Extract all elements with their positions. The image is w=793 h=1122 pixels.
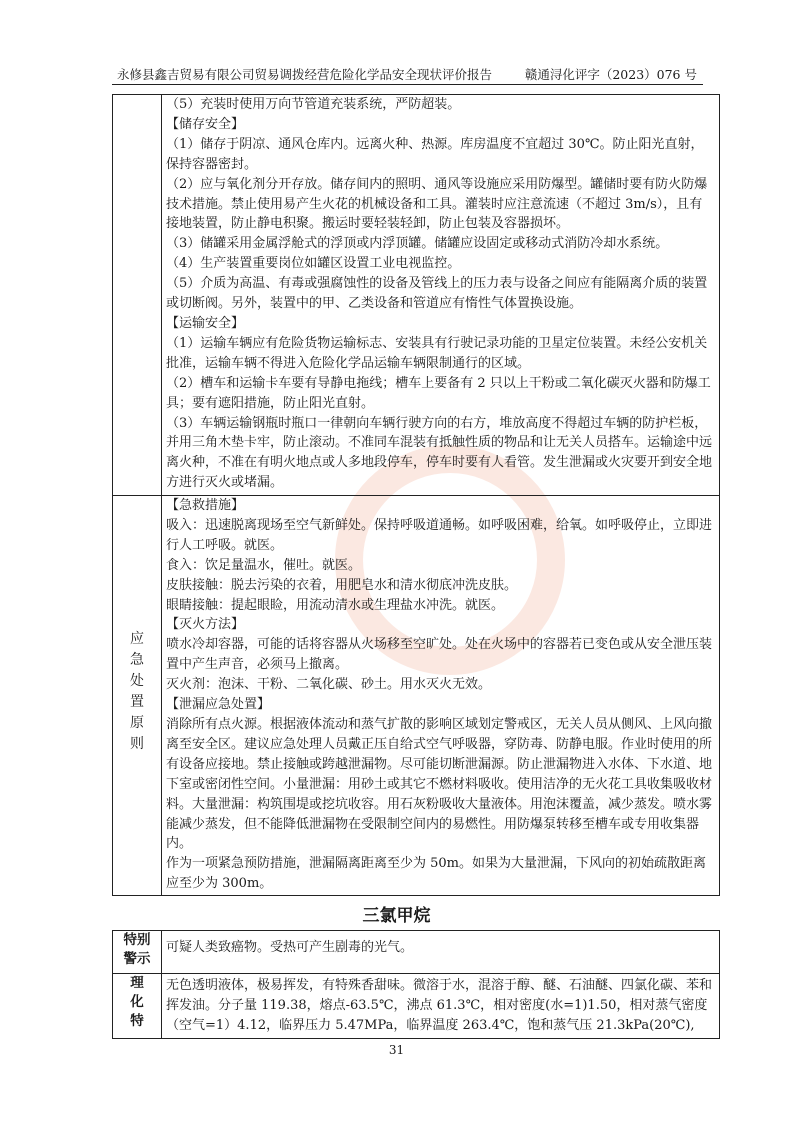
physicochemical-label: 理 化 特 (113, 974, 162, 1039)
emergency-content (162, 496, 720, 896)
subheading: 【急救措施】 (166, 498, 245, 513)
table-row (113, 95, 720, 496)
paragraph: 作为一项紧急预防措施，泄漏隔离距离至少为 50m。如果为大量泄漏，下风向的初始疏散距离应至少为 300m。 (166, 856, 707, 892)
storage-transport-content (162, 95, 720, 496)
paragraph: 皮肤接触：脱去污染的衣着，用肥皂水和清水彻底冲洗皮肤。 (166, 577, 518, 593)
paragraph: （2）应与氧化剂分开存放。储存间内的照明、通风等设施应采用防爆型。罐储时要有防火防爆技术措施。禁止使用易产生火花的机械设备和工具。灌装时应注意流速（不超过 3m/s），且有接地装置，防止静电积聚。搬运时要轻装轻卸，防止包装及容器损坏。 (166, 176, 708, 232)
subheading: 【运输安全】 (166, 315, 245, 331)
paragraph: （4）生产装置重要岗位如罐区设置工业电视监控。 (166, 256, 461, 272)
subheading: 【泄漏应急处置】 (166, 697, 271, 713)
paragraph: 消除所有点火源。根据液体流动和蒸气扩散的影响区域划定警戒区，无关人员从侧风、上风向撤离至安全区。建议应急处理人员戴正压自给式空气呼吸器，穿防毒、防静电服。作业时使用的所有设备应接地。禁止接触或跨越泄漏物。尽可能切断泄漏源。防止泄漏物进入水体、下水道、地下室或密闭性空间。小量泄漏：用砂土或其它不燃材料吸收。使用洁净的无火花工具收集吸收材料。大量泄漏：构筑围堤或挖坑收容。用石灰粉吸收大量液体。用泡沫覆盖，减少蒸发。喷水雾能减少蒸发，但不能降低泄漏物在受限制空间内的易燃性。用防爆泵转移至槽车或专用收集器内。 (166, 716, 713, 852)
report-number-header: 赣通浔化评字（2023）076 号 (524, 67, 697, 82)
paragraph: （1）运输车辆应有危险货物运输标志、安装具有行驶记录功能的卫星定位装置。未经公安机关批准，运输车辆不得进入危险化学品运输车辆限制通行的区域。 (166, 335, 708, 371)
empty-label-cell (113, 95, 162, 496)
header-divider (112, 84, 703, 85)
report-title-header: 永修县鑫吉贸易有限公司贸易调拨经营危险化学品安全现状评价报告 (117, 67, 493, 82)
special-warning-text: 可疑人类致癌物。受热可产生剧毒的光气。 (162, 931, 720, 974)
section-title: 三氯甲烷 (362, 906, 431, 926)
paragraph: （2）槽车和运输卡车要有导静电拖线；槽车上要备有 2 只以上干粉或二氧化碳灭火器和防爆工具；要有遮阳措施，防止阳光直射。 (166, 375, 711, 411)
physicochemical-text: 无色透明液体，极易挥发，有特殊香甜味。微溶于水，混溶于醇、醚、石油醚、四氯化碳、苯和挥发油。分子量 119.38，熔点-63.5℃，沸点 61.3℃，相对密度(水=1)1.50，相对蒸气密度（空气=1）4.12，临界压力 5.47MPa，临界温度 263.4℃，饱和蒸气压 21.3kPa(20℃), (162, 974, 720, 1039)
paragraph: （3）储罐采用金属浮舱式的浮顶或内浮顶罐。储罐应设固定或移动式消防冷却水系统。 (166, 236, 669, 252)
paragraph: （5）介质为高温、有毒或强腐蚀性的设备及管线上的压力表与设备之间应有能隔离介质的装置或切断阀。另外，装置中的甲、乙类设备和管道应有惰性气体置换设施。 (166, 276, 708, 312)
chemical-info-table (112, 930, 720, 1039)
paragraph: 灭火剂：泡沫、干粉、二氧化碳、砂土。用水灭火无效。 (166, 677, 492, 693)
paragraph: 眼睛接触：提起眼睑，用流动清水或生理盐水冲洗。就医。 (166, 597, 505, 613)
paragraph: （1）储存于阴凉、通风仓库内。远离火种、热源。库房温度不宜超过 30℃。防止阳光直射，保持容器密封。 (166, 136, 704, 172)
paragraph: （5）充装时使用万向节管道充装系统，严防超装。 (166, 97, 461, 112)
table-row (113, 496, 720, 896)
paragraph: 食入：饮足量温水，催吐。就医。 (166, 557, 362, 573)
table-row (113, 974, 720, 1039)
paragraph: 吸入：迅速脱离现场至空气新鲜处。保持呼吸道通畅。如呼吸困难，给氧。如呼吸停止，立即进行人工呼吸。就医。 (166, 517, 713, 553)
paragraph: 喷水冷却容器，可能的话将容器从火场移至空旷处。处在火场中的容器若已变色或从安全泄压装置中产生声音，必须马上撤离。 (166, 637, 713, 673)
subheading: 【储存安全】 (166, 116, 245, 132)
paragraph: （3）车辆运输钢瓶时瓶口一律朝向车辆行驶方向的右方，堆放高度不得超过车辆的防护栏板，并用三角木垫卡牢，防止滚动。不准同车混装有抵触性质的物品和让无关人员搭车。运输途中远离火种，不准在有明火地点或人多地段停车，停车时要有人看管。发生泄漏或火灾要开到安全地方进行灭火或堵漏。 (166, 415, 713, 491)
safety-measures-table (112, 94, 720, 896)
page-number: 31 (388, 1043, 405, 1057)
subheading: 【灭火方法】 (166, 617, 245, 633)
special-warning-label: 特别 警示 (113, 931, 162, 974)
emergency-principles-label: 应 急 处 置 原 则 (113, 496, 162, 896)
table-row (113, 931, 720, 974)
